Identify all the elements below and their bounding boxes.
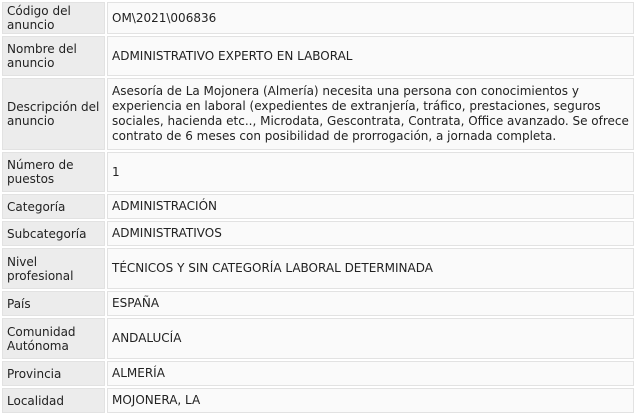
field-label-descripcion: Descripción del anuncio [2,78,105,150]
field-value-descripcion: Asesoría de La Mojonera (Almería) necesita una persona con conocimientos y experiencia en laboral (expedientes de extranjería, tráfico, prestaciones, seguros sociales, hacienda etc.., Microdata, Gescontrata, Contrata, Office avanzado. Se ofrece contrato de 6 meses con posibilidad de prorrogación, a jornada completa. [107,78,634,150]
field-value-categoria: ADMINISTRACIÓN [107,194,634,219]
field-value-provincia: ALMERÍA [107,361,634,386]
field-value-pais: ESPAÑA [107,291,634,316]
table-row [2,2,634,34]
field-value-codigo: OM\2021\006836 [107,2,634,34]
field-label-localidad: Localidad [2,388,105,413]
table-row [2,36,634,76]
table-row [2,248,634,289]
table-row [2,221,634,246]
field-label-categoria: Categoría [2,194,105,219]
table-row [2,78,634,150]
field-label-pais: País [2,291,105,316]
field-label-codigo: Código del anuncio [2,2,105,34]
field-label-nombre: Nombre del anuncio [2,36,105,76]
table-row [2,194,634,219]
field-value-nombre: ADMINISTRATIVO EXPERTO EN LABORAL [107,36,634,76]
field-label-provincia: Provincia [2,361,105,386]
field-value-comunidad: ANDALUCÍA [107,318,634,359]
field-label-subcategoria: Subcategoría [2,221,105,246]
table-row [2,291,634,316]
table-row [2,388,634,413]
field-label-numero-puestos: Número de puestos [2,152,105,192]
table-row [2,152,634,192]
field-label-nivel-profesional: Nivel profesional [2,248,105,289]
field-value-nivel-profesional: TÉCNICOS Y SIN CATEGORÍA LABORAL DETERMINADA [107,248,634,289]
field-value-localidad: MOJONERA, LA [107,388,634,413]
table-row [2,361,634,386]
field-value-numero-puestos: 1 [107,152,634,192]
table-row [2,318,634,359]
field-value-subcategoria: ADMINISTRATIVOS [107,221,634,246]
field-label-comunidad: Comunidad Autónoma [2,318,105,359]
